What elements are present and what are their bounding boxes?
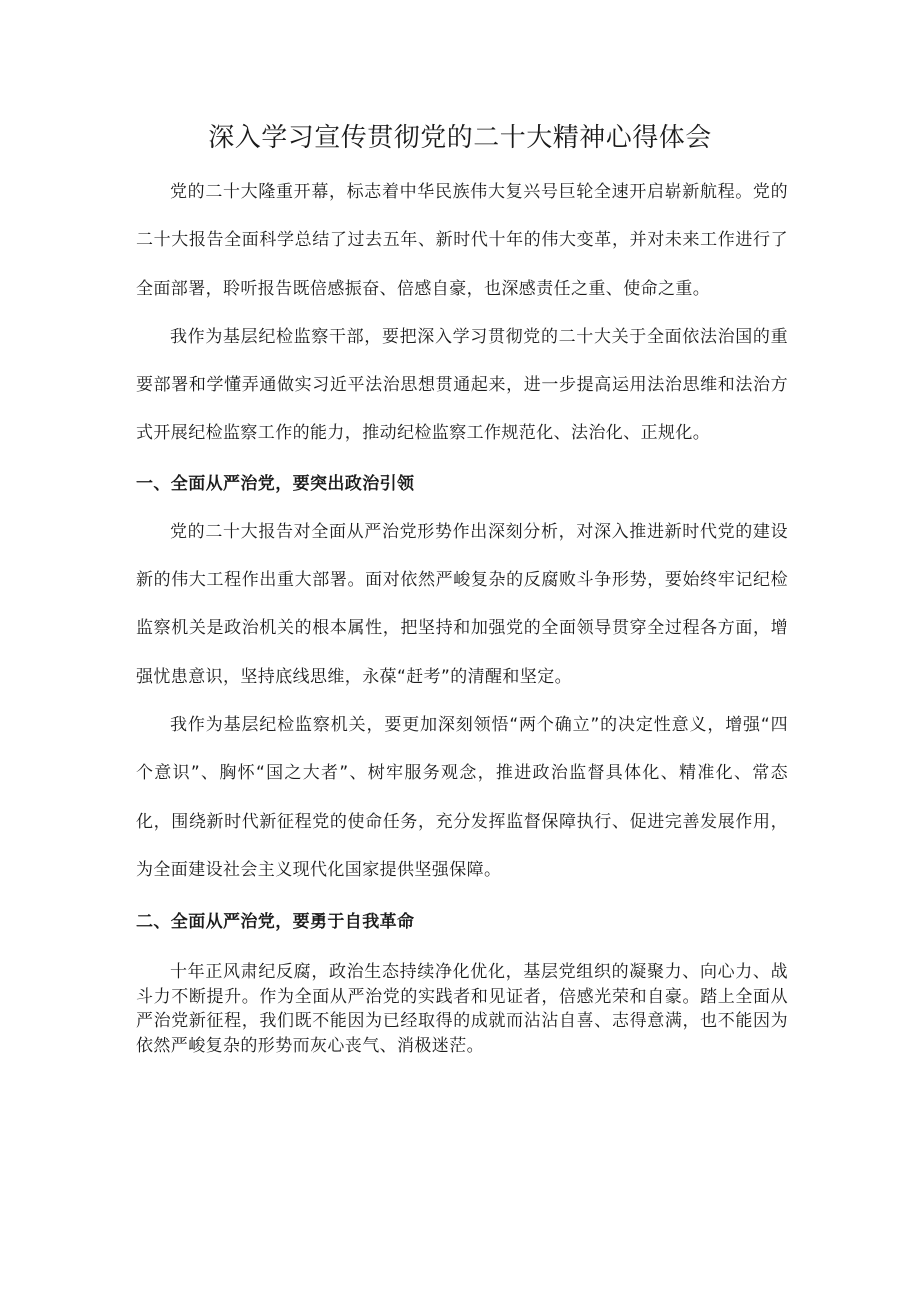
paragraph-commitment: 我作为基层纪检监察干部，要把深入学习贯彻党的二十大关于全面依法治国的重要部署和学懂弄通做实习近平法治思想贯通起来，进一步提高运用法治思维和法治方式开展纪检监察工作的能力，推动纪检监察工作规范化、法治化、正规化。: [136, 326, 788, 444]
paragraph-section-2-a: 十年正风肃纪反腐，政治生态持续净化优化，基层党组织的凝聚力、向心力、战斗力不断提升。作为全面从严治党的实践者和见证者，倍感光荣和自豪。踏上全面从严治党新征程，我们既不能因为已经取得的成就而沾沾自喜、志得意满，也不能因为依然严峻复杂的形势而灰心丧气、消极迷茫。: [136, 962, 788, 1056]
section-heading-2: 二、全面从严治党，要勇于自我革命: [136, 912, 415, 933]
paragraph-section-1-a: 党的二十大报告对全面从严治党形势作出深刻分析，对深入推进新时代党的建设新的伟大工程作出重大部署。面对依然严峻复杂的反腐败斗争形势，要始终牢记纪检监察机关是政治机关的根本属性，把坚持和加强党的全面领导贯穿全过程各方面，增强忧患意识，坚持底线思维，永葆“赶考”的清醒和坚定。: [136, 521, 788, 687]
document-title: 深入学习宣传贯彻党的二十大精神心得体会: [208, 123, 712, 153]
paragraph-intro: 党的二十大隆重开幕，标志着中华民族伟大复兴号巨轮全速开启崭新航程。党的二十大报告全面科学总结了过去五年、新时代十年的伟大变革，并对未来工作进行了全面部署，聆听报告既倍感振奋、倍感自豪，也深感责任之重、使命之重。: [136, 182, 788, 299]
section-heading-1: 一、全面从严治党，要突出政治引领: [136, 473, 415, 494]
document-body: [136, 168, 788, 1058]
paragraph-section-1-b: 我作为基层纪检监察机关，要更加深刻领悟“两个确立”的决定性意义，增强“四个意识”、胸怀“国之大者”、树牢服务观念，推进政治监督具体化、精准化、常态化，围绕新时代新征程党的使命任务，充分发挥监督保障执行、促进完善发展作用，为全面建设社会主义现代化国家提供坚强保障。: [136, 714, 788, 880]
